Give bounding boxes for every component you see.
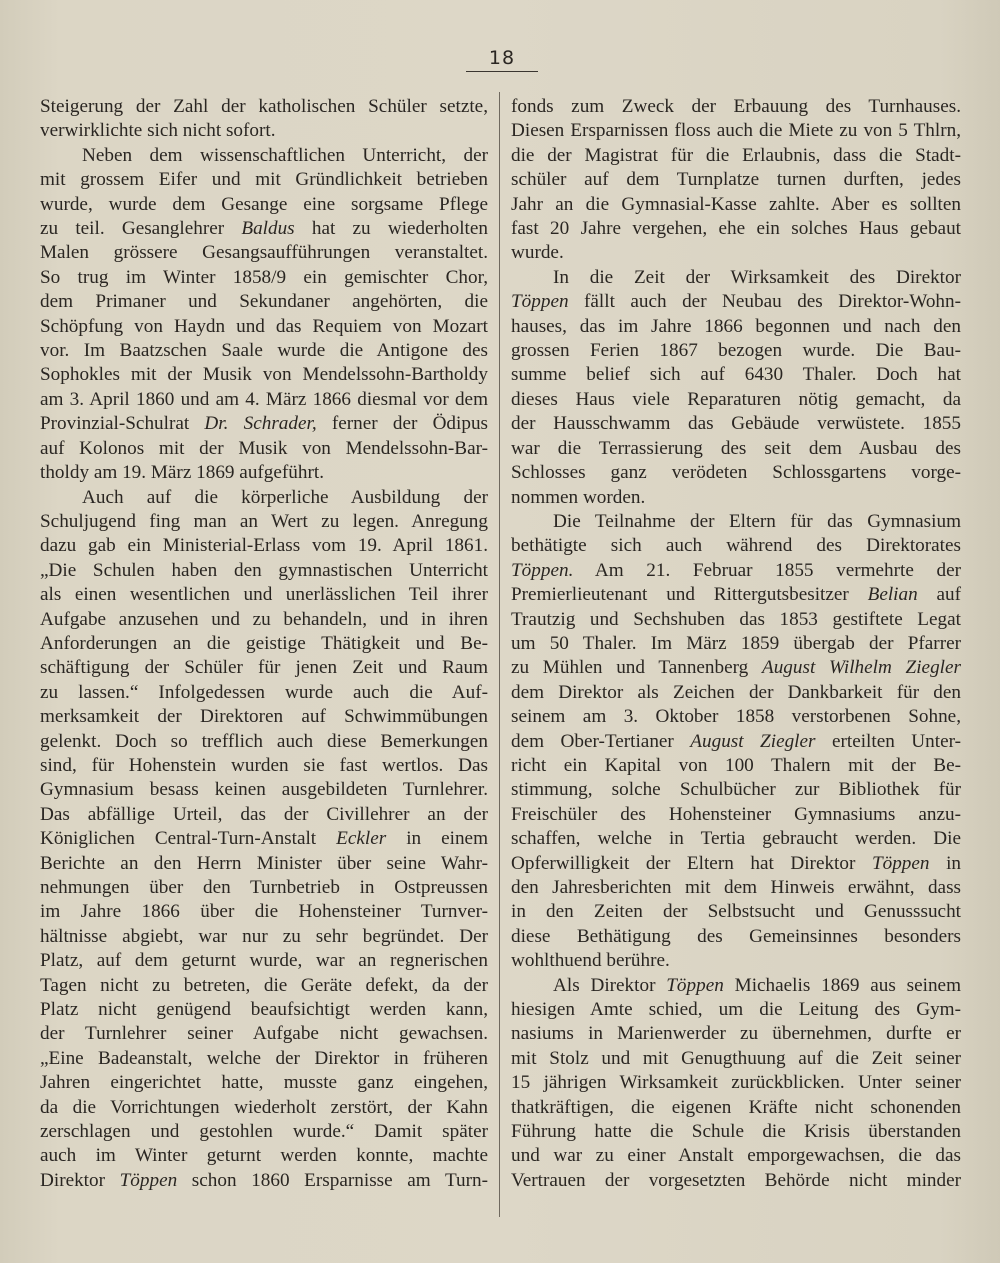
right-column: [511, 95, 961, 1193]
text-segment: summe belief sich auf 6430 Thaler. Doch hat: [511, 364, 961, 386]
italic-name: August Wilhelm Ziegler: [761, 657, 961, 679]
text-segment: hiesigen Amte schied, um die Leitung des Gym-: [511, 999, 961, 1021]
italic-name: Töppen: [871, 852, 930, 874]
text-segment: zerschlagen und gestohlen wurde.“ Damit später: [40, 1121, 488, 1143]
text-line: [40, 925, 488, 949]
text-line: [40, 95, 488, 119]
text-segment: Jahren eingerichtet hatte, musste ganz eingehen,: [40, 1072, 488, 1094]
text-line: [511, 876, 961, 900]
italic-name: Dr. Schrader,: [204, 413, 317, 435]
text-segment: Neben dem wissenschaftlichen Unterricht, der: [82, 144, 488, 166]
text-segment: stimmung, solche Schulbücher zur Bibliothek für: [511, 779, 961, 801]
italic-name: Belian: [867, 584, 918, 606]
text-segment: Michaelis 1869 aus seinem: [723, 974, 962, 996]
text-line: [511, 583, 961, 607]
text-segment: Tagen nicht zu betreten, die Geräte defekt, da der: [40, 974, 488, 996]
text-segment: dazu gab ein Ministerial-Erlass vom 19. April 1861.: [40, 535, 488, 557]
text-line: [511, 95, 961, 119]
text-segment: Trautzig und Sechshuben das 1853 gestiftete Legat: [511, 608, 961, 630]
text-segment: Die Teilnahme der Eltern für das Gymnasium: [553, 510, 961, 532]
text-line: [511, 681, 961, 705]
text-segment: als einen wesentlichen und unerlässlichen Teil ihrer: [40, 584, 488, 606]
text-segment: gelenkt. Doch so trefflich auch diese Bemerkungen: [40, 730, 488, 752]
text-line: [40, 534, 488, 558]
text-line: [511, 827, 961, 851]
text-line: [511, 852, 961, 876]
italic-name: Töppen.: [511, 559, 574, 581]
text-segment: Steigerung der Zahl der katholischen Schüler setzte,: [40, 96, 488, 117]
text-line: [511, 1169, 961, 1193]
text-line: [40, 803, 488, 827]
text-line: [40, 949, 488, 973]
text-segment: schäftigung der Schüler für jenen Zeit und Raum: [40, 657, 488, 679]
text-segment: da die Vorrichtungen wiederholt zerstört, der Kahn: [40, 1096, 488, 1118]
text-line: [511, 363, 961, 387]
text-line: [511, 315, 961, 339]
text-segment: tholdy am 19. März 1869 aufgeführt.: [40, 462, 325, 484]
text-segment: Schlosses ganz verödeten Schlossgartens vorge-: [511, 462, 961, 484]
text-segment: dem Ober-Tertianer: [511, 730, 691, 752]
text-segment: in einem: [386, 828, 489, 850]
text-line: [511, 168, 961, 192]
text-segment: nasiums in Marienwerder zu übernehmen, durfte er: [511, 1023, 961, 1045]
text-line: [40, 144, 488, 168]
text-line: [40, 583, 488, 607]
text-segment: vor. Im Baatzschen Saale wurde die Antigone des: [40, 340, 488, 362]
text-segment: Provinzial-Schulrat: [40, 413, 205, 435]
text-segment: verwirklichte sich nicht sofort.: [40, 120, 276, 142]
text-line: [511, 656, 961, 680]
page-number-rule: [466, 71, 538, 72]
text-line: [40, 168, 488, 192]
text-segment: Führung hatte die Schule die Krisis überstanden: [511, 1121, 961, 1143]
text-line: [511, 217, 961, 241]
text-line: [511, 1120, 961, 1144]
text-line: [40, 1144, 488, 1168]
text-segment: in den Zeiten der Selbstsucht und Genusssucht: [511, 901, 961, 923]
text-line: [511, 705, 961, 729]
text-segment: mit Stolz und mit Genugthuung auf die Zeit seiner: [511, 1047, 961, 1069]
text-line: [511, 339, 961, 363]
text-segment: Opferwilligkeit der Eltern hat Direktor: [511, 852, 872, 874]
text-line: [40, 339, 488, 363]
text-segment: Premierlieutenant und Rittergutsbesitzer: [511, 584, 868, 606]
text-segment: seinem am 3. Oktober 1858 verstorbenen Sohne,: [511, 706, 961, 728]
text-segment: auf Kolonos mit der Musik von Mendelssohn-Bar-: [40, 437, 488, 459]
text-line: [511, 412, 961, 436]
text-segment: Jahr an die Gymnasial-Kasse zahlte. Aber es sollten: [511, 193, 961, 215]
text-segment: wurde, wurde dem Gesange eine sorgsame Pflege: [40, 193, 488, 215]
text-segment: fällt auch der Neubau des Direktor-Wohn-: [568, 291, 961, 313]
text-segment: Schöpfung von Haydn und das Requiem von Mozart: [40, 315, 488, 337]
text-segment: zu Mühlen und Tannenberg: [511, 657, 762, 679]
text-segment: der Turnlehrer seiner Aufgabe nicht gewachsen.: [40, 1023, 488, 1045]
italic-name: Baldus: [241, 218, 295, 240]
text-line: [511, 266, 961, 290]
text-segment: „Die Schulen haben den gymnastischen Unterricht: [40, 559, 488, 581]
text-segment: erteilten Unter-: [815, 730, 961, 752]
text-segment: hat zu wiederholten: [294, 218, 489, 240]
text-line: [511, 119, 961, 143]
text-line: [511, 608, 961, 632]
text-line: [40, 217, 488, 241]
text-line: [40, 412, 488, 436]
text-line: [40, 1022, 488, 1046]
text-segment: hältnisse abgiebt, war nur zu sehr begründet. Der: [40, 925, 488, 947]
text-line: [40, 266, 488, 290]
text-segment: Malen grössere Gesangsaufführungen veranstaltet.: [40, 242, 488, 264]
text-segment: Gymnasium besass keinen ausgebildeten Turnlehrer.: [40, 779, 488, 801]
text-segment: Königlichen Central-Turn-Anstalt: [40, 828, 337, 850]
text-line: [511, 949, 961, 973]
text-line: [511, 1071, 961, 1095]
text-segment: Aufgabe anzusehen und zu behandeln, und in ihren: [40, 608, 488, 630]
italic-name: Töppen: [511, 291, 569, 313]
text-line: [40, 852, 488, 876]
text-line: [40, 876, 488, 900]
text-line: [511, 388, 961, 412]
text-segment: Direktor: [40, 1169, 120, 1191]
text-segment: fast 20 Jahre vergehen, ehe ein solches Haus gebaut: [511, 218, 961, 240]
text-segment: merksamkeit der Direktoren auf Schwimmübungen: [40, 706, 488, 728]
text-segment: die der Magistrat für die Erlaubnis, dass die Stadt-: [511, 144, 961, 166]
text-segment: der Hausschwamm das Gebäude verwüstete. 1855: [511, 413, 961, 435]
text-line: [511, 486, 961, 510]
text-line: [40, 290, 488, 314]
text-segment: Platz nicht genügend beaufsichtigt werden kann,: [40, 999, 488, 1021]
text-line: [511, 144, 961, 168]
text-segment: 15 jährigen Wirksamkeit zurückblicken. Unter seiner: [511, 1072, 961, 1094]
text-line: [40, 119, 488, 143]
text-segment: Schuljugend fing man an Wert zu legen. Anregung: [40, 510, 488, 532]
text-segment: nehmungen über den Turnbetrieb in Ostpreussen: [40, 877, 488, 898]
text-segment: Berichte an den Herrn Minister über seine Wahr-: [40, 852, 488, 874]
text-segment: Am 21. Februar 1855 vermehrte der: [573, 559, 961, 581]
text-line: [40, 1096, 488, 1120]
text-segment: hauses, das im Jahre 1866 begonnen und nach den: [511, 315, 961, 337]
text-line: [40, 1071, 488, 1095]
text-segment: schaffen, welche in Tertia gebraucht werden. Die: [511, 828, 961, 850]
text-segment: zu lassen.“ Infolgedessen wurde auch die Auf-: [40, 681, 488, 703]
text-line: [511, 754, 961, 778]
text-line: [511, 461, 961, 485]
text-line: [40, 315, 488, 339]
text-line: [511, 241, 961, 265]
text-segment: diese Bethätigung des Gemeinsinnes besonders: [511, 925, 961, 947]
text-segment: Anforderungen an die geistige Thätigkeit und Be-: [40, 632, 488, 654]
text-line: [511, 1022, 961, 1046]
italic-name: Eckler: [336, 828, 387, 850]
text-segment: in: [929, 852, 961, 874]
text-segment: mit grossem Eifer und mit Gründlichkeit betrieben: [40, 169, 488, 191]
text-line: [40, 1047, 488, 1071]
text-segment: im Jahre 1866 über die Hohensteiner Turnver-: [40, 901, 488, 923]
text-line: [40, 632, 488, 656]
text-line: [511, 510, 961, 534]
text-segment: grossen Ferien 1867 bezogen wurde. Die Bau-: [511, 340, 961, 362]
text-line: [40, 363, 488, 387]
text-line: [511, 559, 961, 583]
text-segment: auf: [917, 584, 962, 606]
text-segment: So trug im Winter 1858/9 ein gemischter Chor,: [40, 266, 488, 288]
text-segment: den Jahresberichten mit dem Hinweis erwähnt, dass: [511, 877, 961, 898]
text-segment: sind, für Hohenstein wurden sie fast wertlos. Das: [40, 754, 488, 776]
text-segment: und war zu einer Anstalt emporgewachsen, die das: [511, 1145, 961, 1167]
text-segment: um 50 Thaler. Im März 1859 übergab der Pfarrer: [511, 632, 961, 654]
text-segment: wohlthuend berühre.: [511, 950, 670, 972]
text-line: [40, 656, 488, 680]
text-segment: Platz, auf dem geturnt wurde, war an regnerischen: [40, 950, 488, 972]
text-segment: „Eine Badeanstalt, welche der Direktor in früheren: [40, 1047, 488, 1069]
text-line: [40, 754, 488, 778]
text-segment: Als Direktor: [553, 974, 667, 996]
text-segment: am 3. April 1860 und am 4. März 1866 diesmal vor dem: [40, 388, 488, 410]
text-segment: Diesen Ersparnissen floss auch die Miete zu von 5 Thlrn,: [511, 120, 961, 142]
left-column: [40, 95, 488, 1193]
text-line: [40, 486, 488, 510]
text-line: [40, 510, 488, 534]
text-line: [511, 925, 961, 949]
text-segment: richt ein Kapital von 100 Thalern mit der Be-: [511, 754, 961, 776]
column-divider: [499, 92, 500, 1217]
text-line: [40, 827, 488, 851]
text-line: [511, 974, 961, 998]
text-segment: zu teil. Gesanglehrer: [40, 218, 242, 240]
italic-name: Töppen: [666, 974, 724, 996]
text-segment: Vertrauen der vorgesetzten Behörde nicht minder: [511, 1169, 961, 1191]
text-line: [511, 778, 961, 802]
text-segment: schüler auf dem Turnplatze turnen durften, jedes: [511, 169, 961, 191]
text-line: [40, 681, 488, 705]
text-line: [40, 974, 488, 998]
text-line: [511, 290, 961, 314]
text-line: [511, 534, 961, 558]
text-segment: auch im Winter geturnt werden konnte, machte: [40, 1145, 488, 1167]
text-segment: wurde.: [511, 242, 564, 264]
italic-name: August Ziegler: [690, 730, 816, 752]
text-line: [40, 730, 488, 754]
text-line: [40, 608, 488, 632]
text-segment: bethätigte sich auch während des Direktorates: [511, 535, 961, 557]
text-line: [40, 778, 488, 802]
text-segment: dieses Haus viele Reparaturen nötig gemacht, da: [511, 388, 961, 410]
text-line: [511, 632, 961, 656]
text-segment: Freischüler des Hohensteiner Gymnasiums anzu-: [511, 803, 961, 825]
text-segment: Auch auf die körperliche Ausbildung der: [82, 486, 488, 508]
text-segment: thatkräftigen, die eigenen Kräfte nicht schonenden: [511, 1096, 961, 1118]
text-line: [511, 1096, 961, 1120]
text-segment: nommen worden.: [511, 486, 646, 508]
text-line: [511, 437, 961, 461]
text-line: [40, 388, 488, 412]
text-segment: schon 1860 Ersparnisse am Turn-: [177, 1169, 488, 1191]
text-line: [40, 193, 488, 217]
text-segment: dem Primaner und Sekundaner angehörten, die: [40, 291, 488, 313]
text-line: [40, 998, 488, 1022]
text-line: [40, 437, 488, 461]
text-segment: dem Direktor als Zeichen der Dankbarkeit für den: [511, 681, 961, 703]
text-segment: Das abfällige Urteil, das der Civillehrer an der: [40, 803, 488, 825]
text-line: [511, 1047, 961, 1071]
text-line: [511, 998, 961, 1022]
text-line: [40, 1169, 488, 1193]
text-line: [511, 900, 961, 924]
text-line: [40, 705, 488, 729]
text-line: [511, 1144, 961, 1168]
page-number: 18: [488, 47, 516, 69]
text-line: [511, 193, 961, 217]
text-line: [511, 803, 961, 827]
text-line: [40, 900, 488, 924]
text-line: [40, 461, 488, 485]
text-segment: war die Terrassierung des seit dem Ausbau des: [511, 437, 961, 459]
text-segment: fonds zum Zweck der Erbauung des Turnhauses.: [511, 96, 961, 117]
text-line: [40, 1120, 488, 1144]
text-segment: ferner der Ödipus: [316, 413, 488, 435]
text-line: [511, 730, 961, 754]
italic-name: Töppen: [119, 1169, 178, 1191]
text-line: [40, 241, 488, 265]
text-segment: In die Zeit der Wirksamkeit des Direktor: [553, 266, 961, 288]
text-segment: Sophokles mit der Musik von Mendelssohn-Bartholdy: [40, 364, 488, 386]
text-line: [40, 559, 488, 583]
